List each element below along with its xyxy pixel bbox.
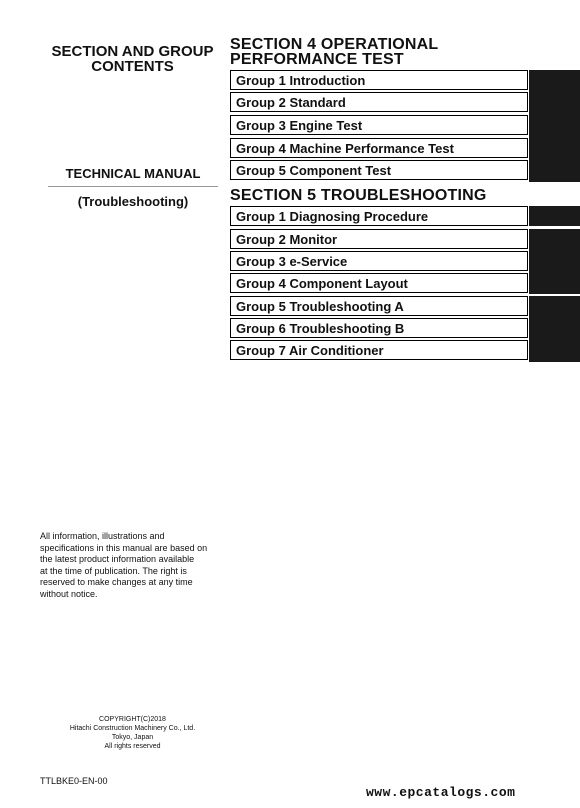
copyright-line: Hitachi Construction Machinery Co., Ltd. [69, 725, 196, 732]
copyright-line: Tokyo, Japan [111, 734, 154, 741]
contents-title-line1: SECTION AND GROUP [51, 43, 214, 60]
section5-thumb-tab-1 [529, 206, 580, 226]
watermark-url[interactable]: www.epcatalogs.com [366, 785, 516, 800]
document-code: TTLBKE0-EN-00 [40, 776, 108, 786]
section5-heading: SECTION 5 TROUBLESHOOTING [230, 187, 487, 204]
s4-group-5[interactable]: Group 5 Component Test [230, 160, 528, 180]
manual-subtitle: (Troubleshooting) [77, 194, 189, 209]
section4-thumb-tab [529, 70, 580, 182]
s5-group-1[interactable]: Group 1 Diagnosing Procedure [230, 206, 528, 226]
s5-group-5[interactable]: Group 5 Troubleshooting A [230, 296, 528, 316]
contents-title [40, 44, 225, 74]
notice-line: without notice. [40, 588, 98, 599]
notice-line: reserved to make changes at any time [40, 577, 193, 587]
section5-thumb-tab-2 [529, 229, 580, 294]
contents-title-line2: CONTENTS [91, 58, 174, 75]
publication-notice [40, 531, 220, 600]
notice-line: the latest product information available [40, 554, 195, 564]
copyright-block [60, 715, 205, 751]
section5-thumb-tab-3 [529, 296, 580, 362]
section4-heading-line1: SECTION 4 OPERATIONAL [230, 36, 439, 53]
notice-line: specifications in this manual are based on [40, 542, 208, 553]
s5-group-3[interactable]: Group 3 e-Service [230, 251, 528, 271]
s5-group-4[interactable]: Group 4 Component Layout [230, 273, 528, 293]
s4-group-4[interactable]: Group 4 Machine Performance Test [230, 138, 528, 158]
s4-group-3[interactable]: Group 3 Engine Test [230, 115, 528, 135]
s5-group-2[interactable]: Group 2 Monitor [230, 229, 528, 249]
section4-heading-line2: PERFORMANCE TEST [230, 51, 404, 68]
copyright-line: COPYRIGHT(C)2018 [99, 716, 166, 723]
section4-heading [230, 37, 438, 67]
s4-group-2[interactable]: Group 2 Standard [230, 92, 528, 112]
s5-group-7[interactable]: Group 7 Air Conditioner [230, 340, 528, 360]
manual-title: TECHNICAL MANUAL [65, 166, 201, 181]
copyright-line: All rights reserved [104, 743, 161, 750]
notice-line: at the time of publication. The right is [40, 565, 187, 576]
manual-divider [48, 186, 218, 187]
s4-group-1[interactable]: Group 1 Introduction [230, 70, 528, 90]
notice-line: All information, illustrations and [40, 531, 165, 541]
s5-group-6[interactable]: Group 6 Troubleshooting B [230, 318, 528, 338]
